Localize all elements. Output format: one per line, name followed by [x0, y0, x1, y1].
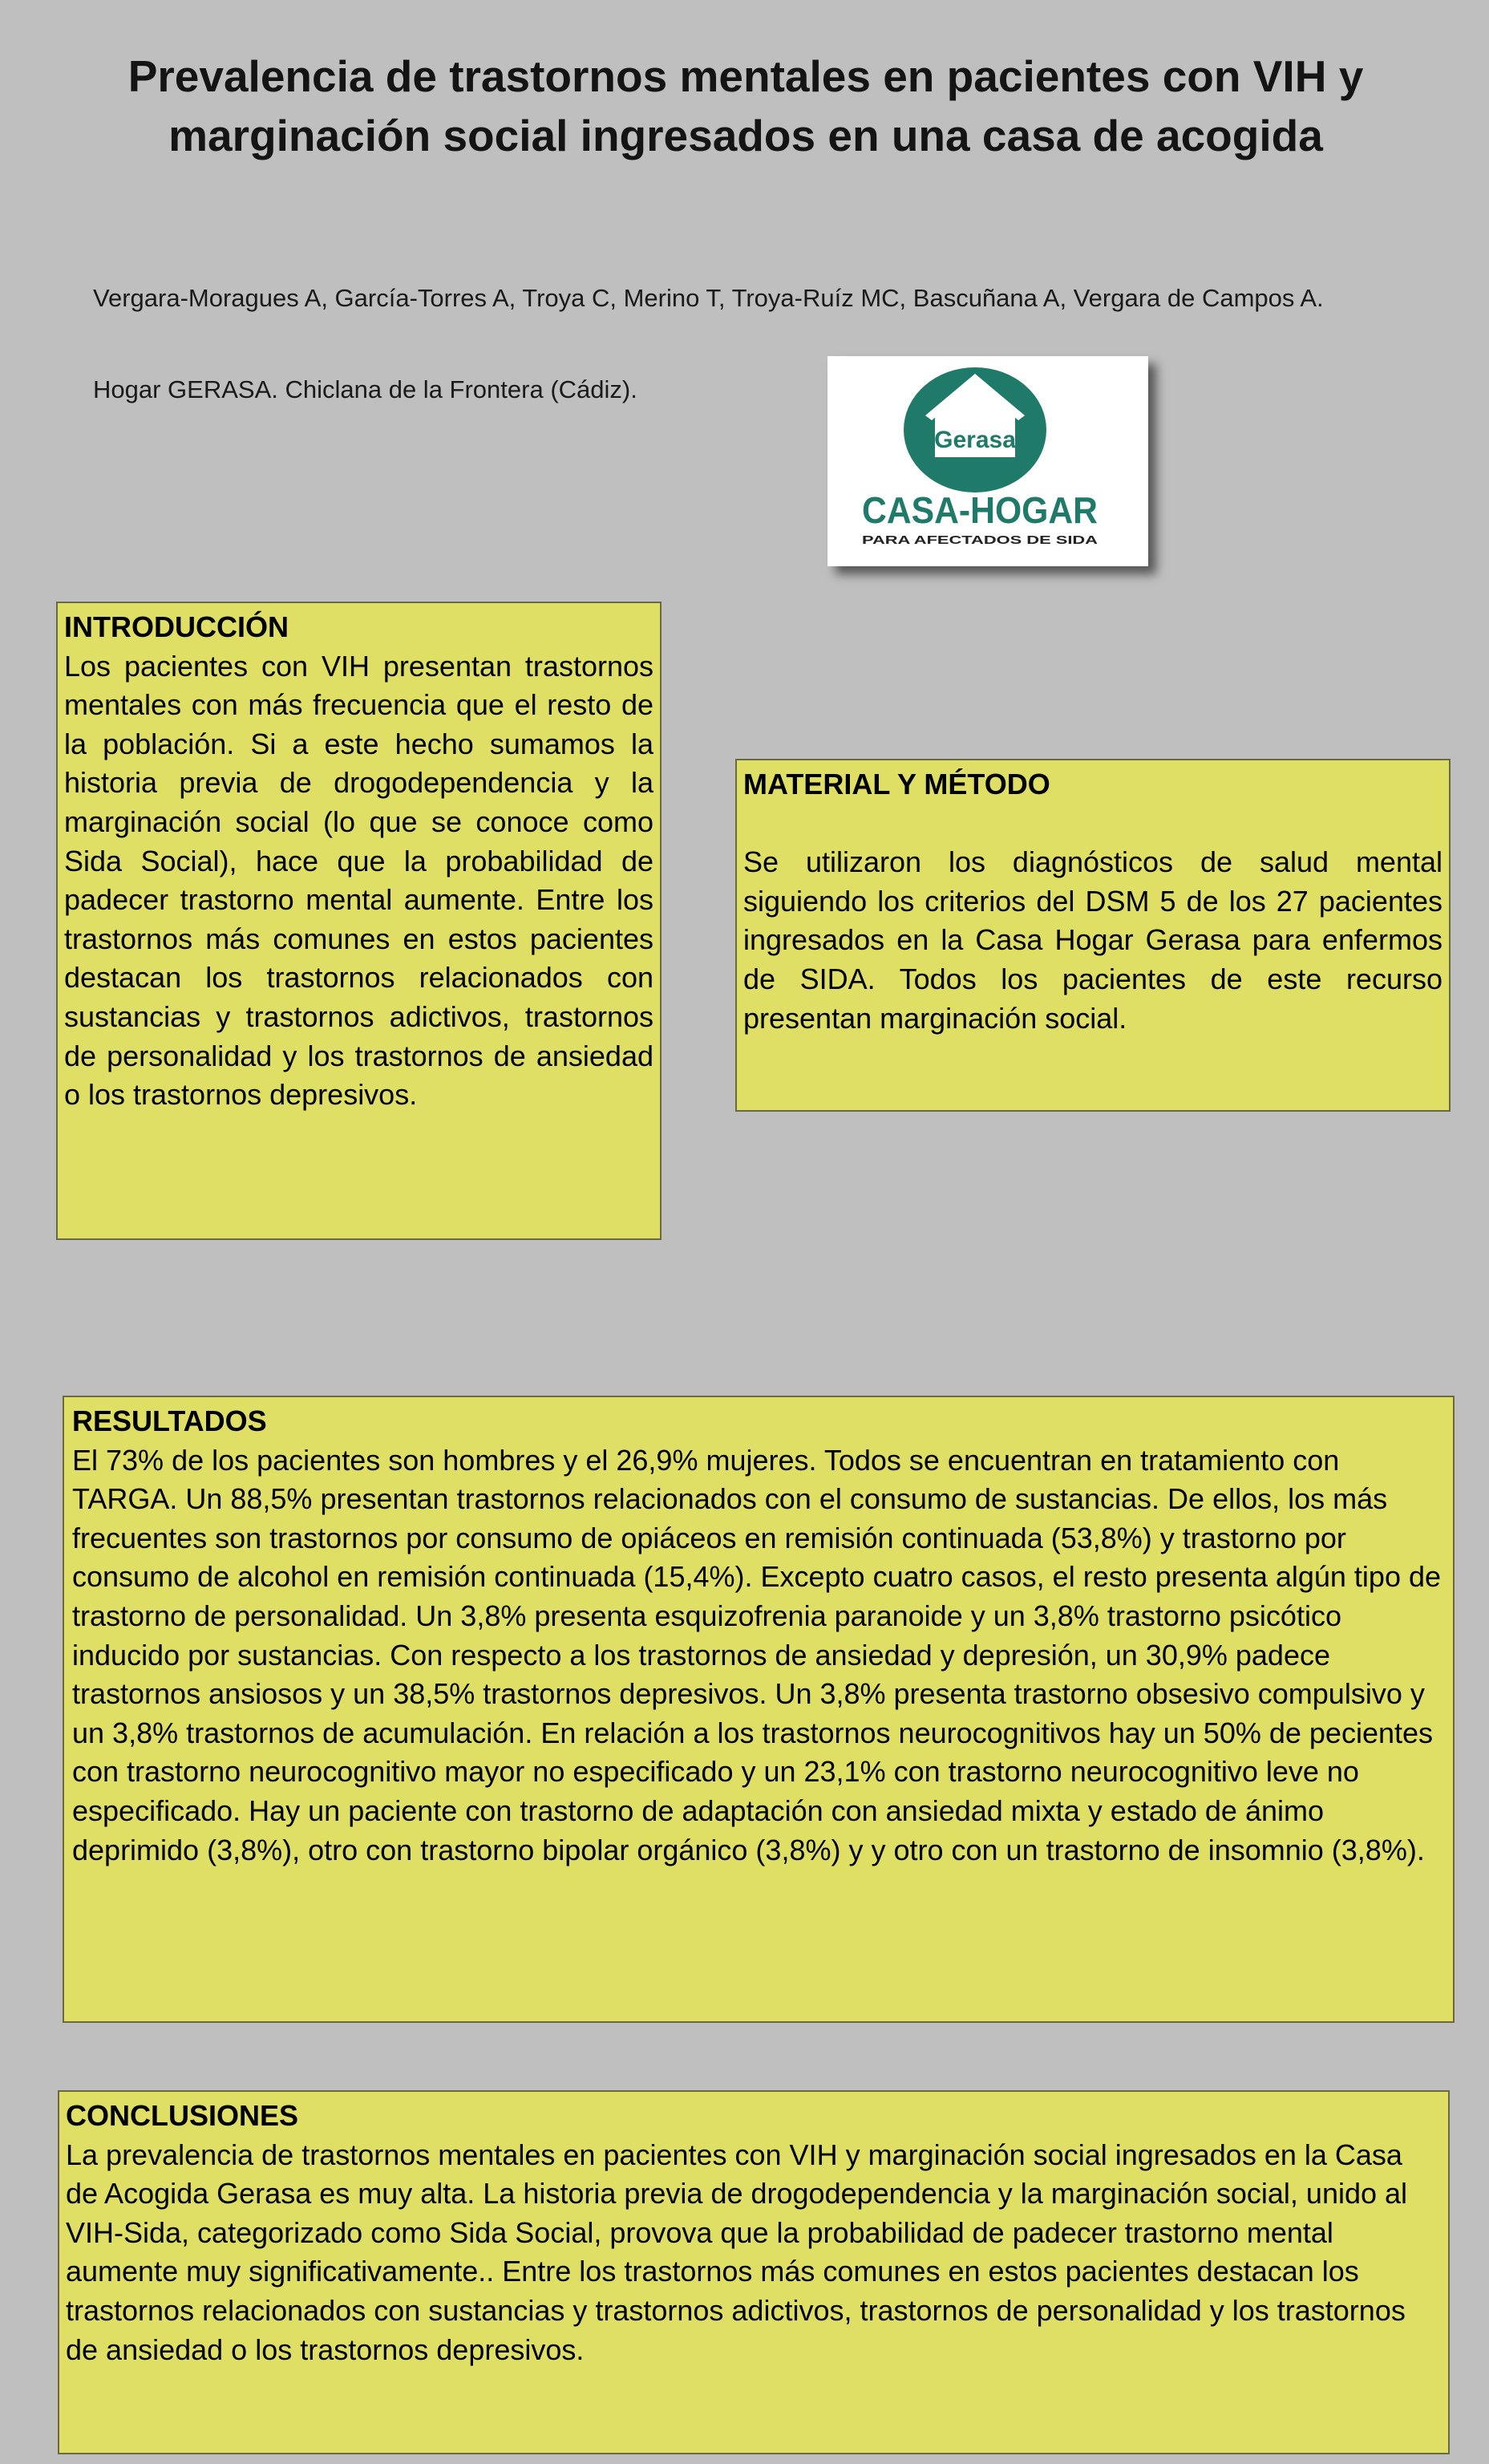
- section-introduccion: [56, 602, 662, 1240]
- section-heading: MATERIAL Y MÉTODO: [743, 768, 1050, 800]
- section-body: El 73% de los pacientes son hombres y el 26,9% mujeres. Todos se encuentran en tratamiento con TARGA. Un 88,5% presentan trastornos relacionados con el consumo de sustancias. De ellos, los más frecuentes son trastornos por consumo de opiáceos en remisión continuada (53,8%) y trastorno por consumo de alcohol en remisión continuada (15,4%). Excepto cuatro casos, el resto presenta algún tipo de trastorno de personalidad. Un 3,8% presenta esquizofrenia paranoide y un 3,8% trastorno psicótico inducido por sustancias. Con respecto a los trastornos de ansiedad y depresión, un 30,9% padece trastornos ansiosos y un 38,5% trastornos depresivos. Un 3,8% presenta trastorno obsesivo compulsivo y un 3,8% trastornos de acumulación. En relación a los trastornos neurocognitivos hay un 50% de pecientes con trastorno neurocognitivo mayor no especificado y un 23,1% con trastorno neurocognitivo leve no especificado. Hay un paciente con trastorno de adaptación con ansiedad mixta y estado de ánimo deprimido (3,8%), otro con trastorno bipolar orgánico (3,8%) y y otro con un trastorno de insomnio (3,8%).: [72, 1443, 1442, 1866]
- section-conclusiones: [58, 2090, 1450, 2454]
- casa-hogar-logo: [827, 356, 1148, 566]
- section-material-metodo: [735, 759, 1451, 1112]
- section-resultados: [63, 1396, 1455, 2023]
- section-body: Se utilizaron los diagnósticos de salud mental siguiendo los criterios del DSM 5 de los 27 pacientes ingresados en la Casa Hogar Gerasa para enfermos de SIDA. Todos los pacientes de este recurso presentan marginación social.: [743, 845, 1442, 1035]
- authors-line: Vergara-Moragues A, García-Torres A, Troya C, Merino T, Troya-Ruíz MC, Bascuñana A, Vergara de Campos A.: [93, 284, 1324, 312]
- logo-name: CASA-HOGAR: [862, 489, 1098, 531]
- section-body: Los pacientes con VIH presentan trastornos mentales con más frecuencia que el resto de la población. Si a este hecho sumamos la historia previa de drogodependencia y la marginación social (lo que se conoce como Sida Social), hace que la probabilidad de padecer trastorno mental aumente. Entre los trastornos más comunes en estos pacientes destacan los trastornos relacionados con sustancias y trastornos adictivos, trastornos de personalidad y los trastornos de ansiedad o los trastornos depresivos.: [64, 649, 653, 1112]
- logo-brand: Gerasa: [934, 427, 1016, 453]
- logo-tagline: PARA AFECTADOS DE SIDA: [862, 533, 1099, 547]
- section-heading: INTRODUCCIÓN: [64, 610, 289, 643]
- affiliation-line: Hogar GERASA. Chiclana de la Frontera (Cádiz).: [93, 375, 637, 403]
- section-heading: CONCLUSIONES: [66, 2099, 299, 2132]
- poster-title: Prevalencia de trastornos mentales en pacientes con VIH y marginación social ingresados en una casa de acogida: [127, 51, 1364, 160]
- section-body: La prevalencia de trastornos mentales en pacientes con VIH y marginación social ingresados en la Casa de Acogida Gerasa es muy alta. La historia previa de drogodependencia y la marginación social, unido al VIH-Sida, categorizado como Sida Social, provova que la probabilidad de padecer trastorno mental aumente muy significativamente.. Entre los trastornos más comunes en estos pacientes destacan los trastornos relacionados con sustancias y trastornos adictivos, trastornos de personalidad y los trastornos de ansiedad o los trastornos depresivos.: [66, 2138, 1408, 2366]
- house-icon: [827, 356, 1148, 566]
- section-heading: RESULTADOS: [72, 1404, 267, 1437]
